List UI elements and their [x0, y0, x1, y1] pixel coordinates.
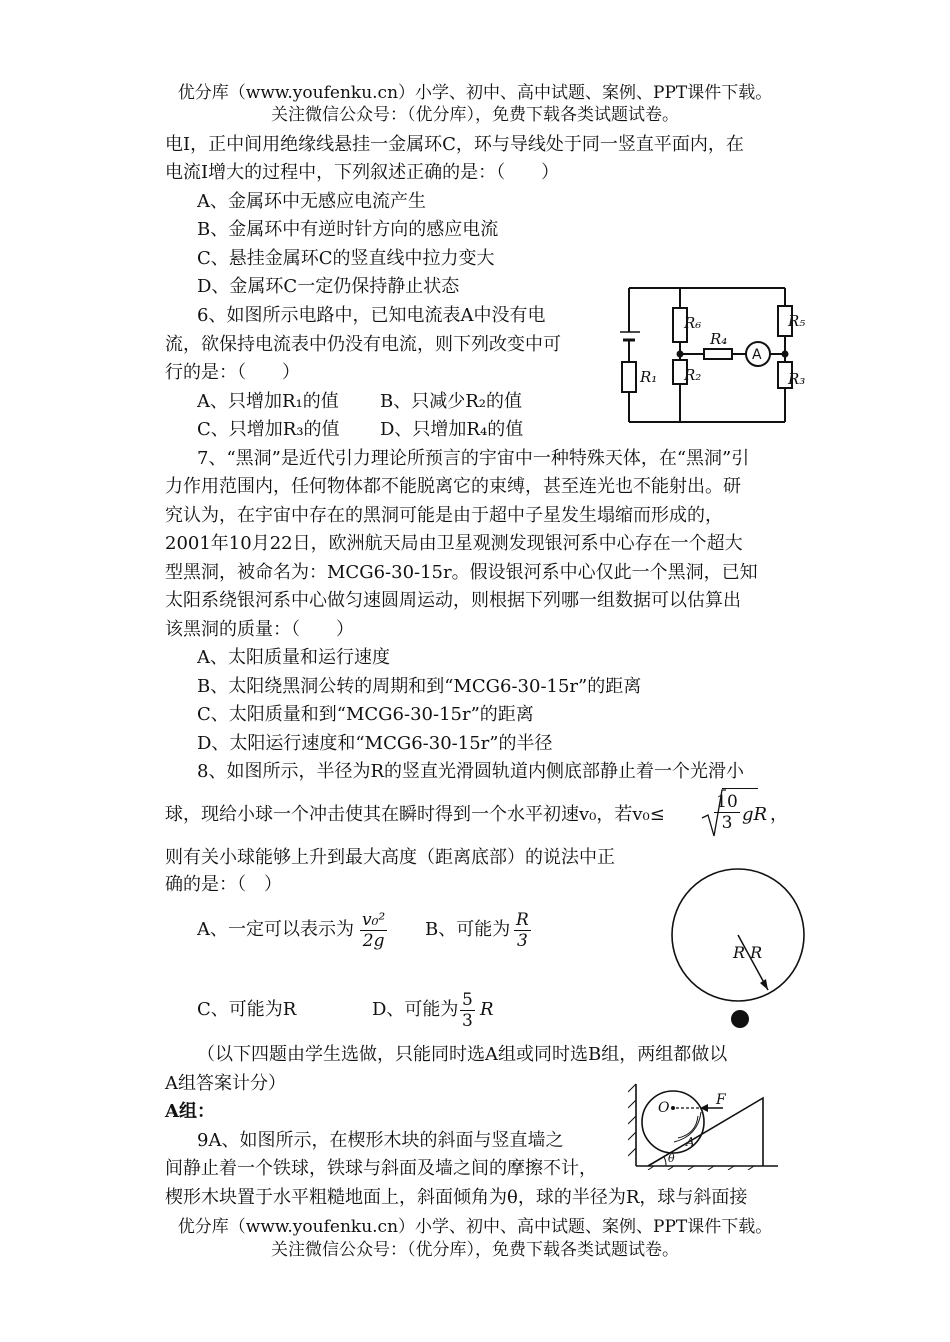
label-o: O: [658, 1100, 670, 1116]
q8-option-a-fraction: $\frac{\text{v₀²}}{2g}$: [362, 910, 386, 951]
label-r2: R₂: [684, 366, 702, 384]
q7-option-d: D、太阳运行速度和“MCG6-30-15r”的半径: [197, 733, 553, 754]
wedge-ball-figure: [628, 1078, 788, 1170]
q7-option-a: A、太阳质量和运行速度: [197, 647, 390, 668]
q8-option-d-fraction: $\frac{5}{3}$: [462, 990, 473, 1031]
label-a: A: [686, 1135, 695, 1149]
q9a-line-2: 间静止着一个铁球，铁球与斜面及墙之间的摩擦不计，: [165, 1158, 597, 1179]
q8-option-d-tail: R: [480, 999, 494, 1020]
label-r4: R₄: [710, 330, 728, 348]
resistor-r1: [622, 362, 636, 392]
q7-line-3: 究认为，在宇宙中存在的黑洞可能是由于超中子星发生塌缩而形成的，: [165, 505, 723, 526]
label-f: F: [716, 1092, 726, 1108]
q6-line-3: 行的是：（ ）: [165, 362, 300, 383]
iron-ball: [642, 1091, 704, 1153]
q8-option-c: C、可能为R: [197, 999, 297, 1020]
ball: [731, 1010, 749, 1028]
q8-option-b-fraction: $\frac{R}{3}$: [516, 910, 529, 951]
q8-line-3: 则有关小球能够上升到最大高度（距离底部）的说法中正: [165, 847, 615, 868]
elective-note-line-1: （以下四题由学生选做，只能同时选A组或同时选B组，两组都做以: [197, 1044, 728, 1065]
q7-line-1: 7、“黑洞”是近代引力理论所预言的宇宙中一种特殊天体，在“黑洞”引: [197, 448, 750, 469]
q8-line-2b: ，: [770, 804, 788, 825]
q6-option-b: B、只减少R₂的值: [380, 391, 522, 412]
q6-option-d: D、只增加R₄的值: [380, 419, 524, 440]
q8-option-d: D、可能为: [372, 999, 459, 1020]
footer-line-1: 优分库（www.youfenku.cn）小学、初中、高中试题、案例、PPT课件下载。: [177, 1217, 773, 1237]
q8-line-1: 8、如图所示，半径为R的竖直光滑圆轨道内侧底部静止着一个光滑小: [197, 761, 745, 782]
q8-option-b: B、可能为: [425, 919, 511, 940]
label-r3: R₃: [788, 370, 806, 388]
q9a-line-1: 9A、如图所示，在楔形木块的斜面与竖直墙之: [197, 1130, 564, 1151]
q5-option-d: D、金属环C一定仍保持静止状态: [197, 276, 460, 297]
label-theta: θ: [668, 1152, 675, 1165]
q8-line-2a: 球，现给小球一个冲击使其在瞬时得到一个水平初速v₀，若v₀≤: [165, 804, 665, 825]
radius-label: R R: [733, 943, 763, 962]
header-line-1: 优分库（www.youfenku.cn）小学、初中、高中试题、案例、PPT课件下载。: [177, 83, 773, 103]
q6-option-c: C、只增加R₃的值: [197, 419, 340, 440]
q6-option-a: A、只增加R₁的值: [197, 391, 339, 412]
label-r6: R₆: [684, 314, 702, 332]
q5-line-1: 电I，正中间用绝缘线悬挂一金属环C，环与导线处于同一竖直平面内，在: [165, 134, 744, 155]
q9a-line-3: 楔形木块置于水平粗糙地面上，斜面倾角为θ，球的半径为R，球与斜面接: [165, 1187, 748, 1208]
q6-line-2: 流，欲保持电流表中仍没有电流，则下列改变中可: [165, 334, 561, 355]
q5-line-2: 电流I增大的过程中，下列叙述正确的是：（ ）: [165, 162, 560, 183]
label-r5: R₅: [788, 312, 806, 330]
q7-line-2: 力作用范围内，任何物体都不能脱离它的束缚，甚至连光也不能射出。研: [165, 476, 741, 497]
q7-line-6: 太阳系绕银河系中心做匀速圆周运动，则根据下列哪一组数据可以估算出: [165, 590, 741, 611]
q5-option-b: B、金属环中有逆时针方向的感应电流: [197, 219, 499, 240]
resistor-r4: [704, 349, 732, 359]
label-ammeter: A: [752, 347, 762, 363]
label-r1: R₁: [640, 368, 658, 386]
sqrt-fraction: $\frac{10}{3}$: [716, 792, 738, 833]
q6-line-1: 6、如图所示电路中，已知电流表A中没有电: [197, 305, 546, 326]
q7-option-b: B、太阳绕黑洞公转的周期和到“MCG6-30-15r”的距离: [197, 676, 642, 697]
circular-track-figure: [665, 860, 815, 1040]
q7-line-7: 该黑洞的质量：（ ）: [165, 619, 354, 640]
footer-line-2: 关注微信公众号：（优分库），免费下载各类试题试卷。: [271, 1240, 679, 1260]
q7-option-c: C、太阳质量和到“MCG6-30-15r”的距离: [197, 704, 534, 725]
q7-line-5: 型黑洞，被命名为：MCG6-30-15r。假设银河系中心仅此一个黑洞，已知: [165, 562, 758, 583]
header-line-2: 关注微信公众号：（优分库），免费下载各类试题试卷。: [271, 105, 679, 125]
circuit-diagram: [620, 280, 820, 430]
q7-line-4: 2001年10月22日，欧洲航天局由卫星观测发现银河系中心存在一个超大: [165, 533, 743, 554]
q5-option-c: C、悬挂金属环C的竖直线中拉力变大: [197, 248, 495, 269]
q8-line-4: 确的是：（ ）: [165, 874, 282, 895]
q5-option-a: A、金属环中无感应电流产生: [197, 191, 426, 212]
elective-note-line-2: A组答案计分）: [165, 1073, 286, 1094]
group-a-heading: A组：: [165, 1101, 215, 1122]
sqrt-tail: gR: [742, 804, 768, 825]
q8-option-a: A、一定可以表示为: [197, 919, 354, 940]
